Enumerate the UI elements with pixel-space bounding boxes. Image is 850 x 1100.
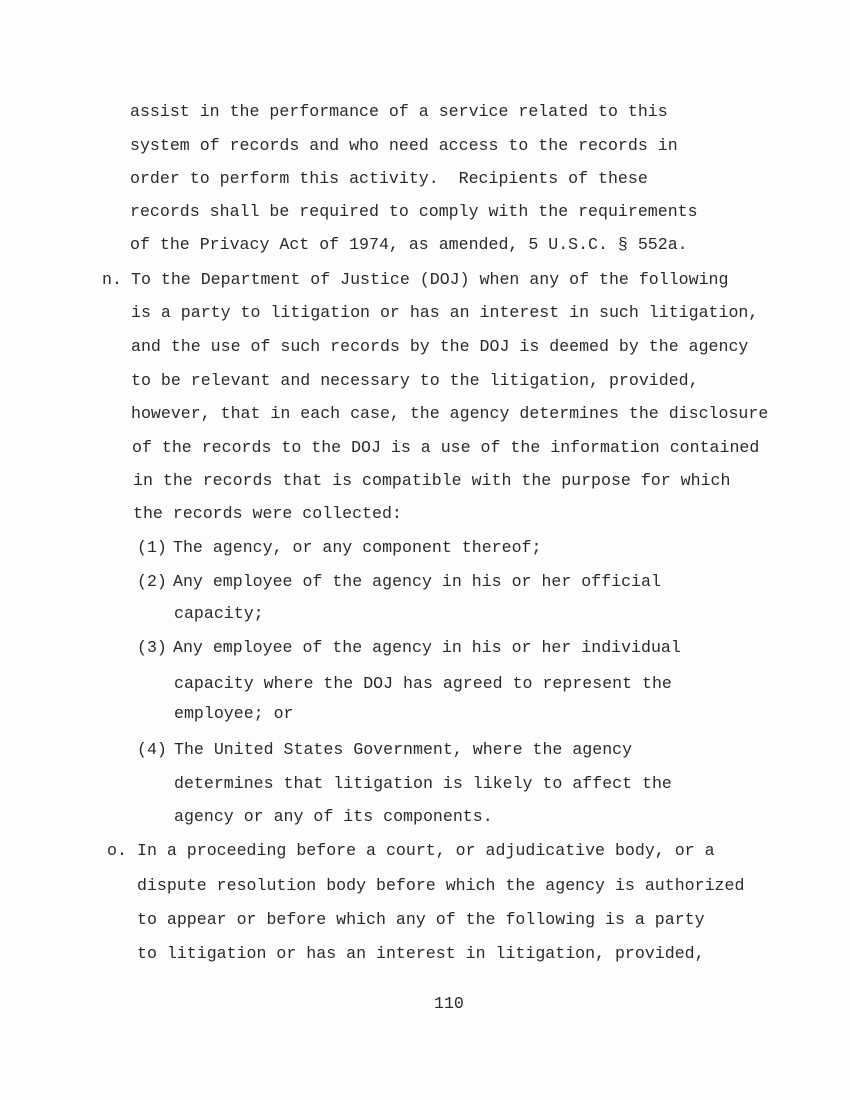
list-marker-2: (2) bbox=[137, 572, 167, 591]
list-marker-o: o. bbox=[107, 841, 127, 860]
text-line: Any employee of the agency in his or her individual bbox=[173, 638, 681, 657]
text-line: the records were collected: bbox=[133, 504, 402, 523]
text-line: to appear or before which any of the following is a party bbox=[137, 910, 705, 929]
text-line: order to perform this activity. Recipients of these bbox=[130, 169, 648, 188]
text-line: Any employee of the agency in his or her official bbox=[173, 572, 661, 591]
text-line: is a party to litigation or has an interest in such litigation, bbox=[131, 303, 759, 322]
text-line: in the records that is compatible with the purpose for which bbox=[133, 471, 731, 490]
text-line: capacity; bbox=[174, 604, 264, 623]
list-marker-3: (3) bbox=[137, 638, 167, 657]
text-line: and the use of such records by the DOJ is deemed by the agency bbox=[131, 337, 749, 356]
text-line: capacity where the DOJ has agreed to represent the bbox=[174, 674, 672, 693]
list-marker-4: (4) bbox=[137, 740, 167, 759]
text-line: however, that in each case, the agency determines the disclosure bbox=[131, 404, 769, 423]
text-line: of the Privacy Act of 1974, as amended, 5 U.S.C. § 552a. bbox=[130, 235, 688, 254]
text-line: The United States Government, where the agency bbox=[174, 740, 633, 759]
text-line: agency or any of its components. bbox=[174, 807, 493, 826]
text-line: to litigation or has an interest in litigation, provided, bbox=[137, 944, 705, 963]
page-number: 110 bbox=[434, 994, 464, 1013]
text-line: of the records to the DOJ is a use of the information contained bbox=[132, 438, 760, 457]
list-marker-1: (1) bbox=[137, 538, 167, 557]
text-line: assist in the performance of a service related to this bbox=[130, 102, 668, 121]
text-line: The agency, or any component thereof; bbox=[173, 538, 542, 557]
text-line: records shall be required to comply with the requirements bbox=[130, 202, 698, 221]
text-line: employee; or bbox=[174, 704, 294, 723]
text-line: system of records and who need access to the records in bbox=[130, 136, 678, 155]
text-line: to be relevant and necessary to the litigation, provided, bbox=[131, 371, 699, 390]
text-line: determines that litigation is likely to affect the bbox=[174, 774, 672, 793]
list-marker-n: n. bbox=[102, 270, 122, 289]
text-line: In a proceeding before a court, or adjudicative body, or a bbox=[137, 841, 715, 860]
text-line: To the Department of Justice (DOJ) when any of the following bbox=[131, 270, 729, 289]
text-line: dispute resolution body before which the agency is authorized bbox=[137, 876, 745, 895]
